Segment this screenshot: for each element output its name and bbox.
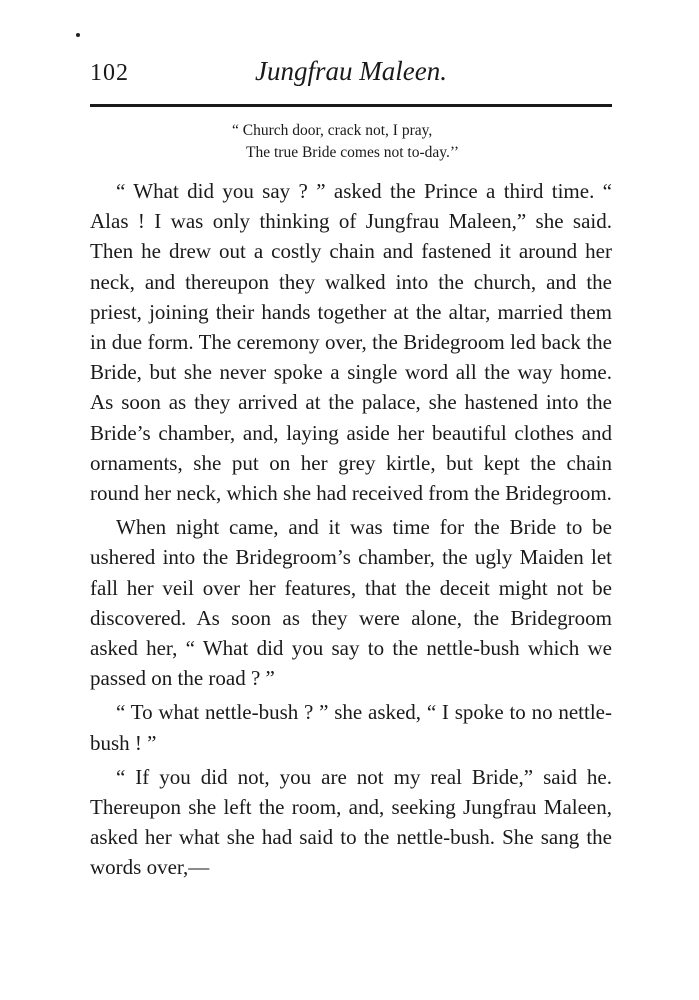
- verse-line-1: “ Church door, crack not, I pray,: [232, 122, 433, 139]
- page-number: 102: [90, 60, 129, 86]
- header-rule: [90, 104, 612, 107]
- paragraph-4: “ If you did not, you are not my real Bride,” said he. Thereupon she left the room, and, seeking Jungfrau Maleen, asked her what she had said to the nettle-bush. She sang the words over,—: [90, 764, 612, 880]
- paragraph-3: “ To what nettle-bush ? ” she asked, “ I spoke to no nettle-bush ! ”: [90, 700, 612, 755]
- verse-line-2: The true Bride comes not to-day.’’: [246, 144, 460, 161]
- ink-speck: [76, 33, 80, 37]
- page-header: [90, 52, 612, 96]
- paragraph-1: “ What did you say ? ” asked the Prince a third time. “ Alas ! I was only thinking of Jungfrau Maleen,” she said. Then he drew out a costly chain and fastened it around her neck, and thereupon they walked into the church, and the priest, joining their hands together at the altar, married them in due form. The ceremony over, the Bridegroom led back the Bride, but she never spoke a single word all the way home. As soon as they arrived at the palace, she hastened into the Bride’s chamber, and, laying aside her beautiful clothes and ornaments, she put on her grey kirtle, but kept the chain round her neck, which she had received from the Bridegroom.: [90, 179, 612, 506]
- body-text: [90, 176, 612, 887]
- running-title: Jungfrau Maleen.: [255, 56, 447, 86]
- verse-block: [200, 120, 520, 164]
- paragraph-2: When night came, and it was time for the Bride to be ushered into the Bridegroom’s chamber, the ugly Maiden let fall her veil over her features, that the deceit might not be discovered. As soon as they were alone, the Bridegroom asked her, “ What did you say to the nettle-bush which we passed on the road ? ”: [90, 515, 612, 691]
